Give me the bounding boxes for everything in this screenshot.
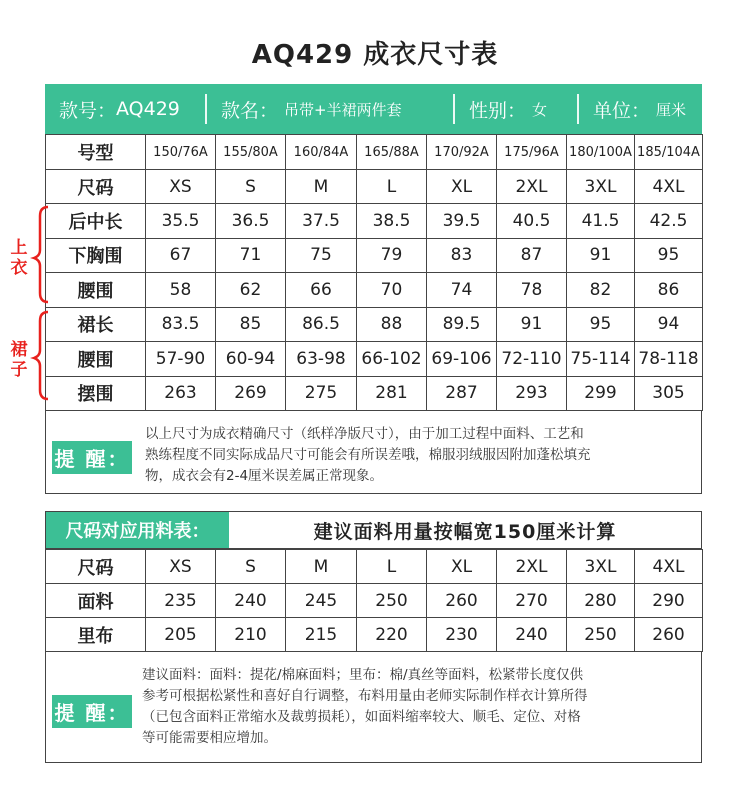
fabric-cell: 245: [286, 584, 357, 618]
reminder-line: 参考可根据松紧性和喜好自行调整，布料用量由老师实际制作样衣计算所得: [142, 688, 588, 704]
fabric-cell: 280: [567, 584, 635, 618]
reminder-text-1: [145, 424, 695, 487]
row-label: 面料: [46, 584, 146, 618]
measurement-cell: 281: [357, 376, 427, 411]
measurement-row: [46, 238, 703, 273]
measurement-cell: 293: [497, 376, 567, 411]
measurement-cell: 69-106: [427, 342, 497, 377]
fabric-row: [46, 618, 703, 652]
reminder-line: 熟练程度不同实际成品尺寸可能会有所误差哦，棉服羽绒服因附加蓬松填充: [145, 447, 591, 463]
measurement-cell: 79: [357, 238, 427, 273]
measurement-cell: 305: [635, 376, 703, 411]
measurement-row: [46, 342, 703, 377]
size-cell: XL: [427, 550, 497, 584]
size-cell: 2XL: [497, 550, 567, 584]
style-name: [207, 84, 453, 134]
size-cell: L: [357, 170, 427, 204]
gender-value: 女: [532, 100, 548, 119]
row-label: 后中长: [46, 204, 146, 239]
fabric-cell: 270: [497, 584, 567, 618]
reminder-line: 建议面料：面料：提花/棉麻面料；里布：棉/真丝等面料，松紧带长度仅供: [142, 667, 584, 683]
measurement-cell: 83.5: [146, 307, 216, 342]
header-divider: [453, 94, 455, 124]
measurement-cell: 35.5: [146, 204, 216, 239]
fabric-cell: 250: [567, 618, 635, 652]
fabric-cell: 250: [357, 584, 427, 618]
type-cell: 150/76A: [146, 135, 216, 170]
type-cell: 165/88A: [357, 135, 427, 170]
measurement-cell: 42.5: [635, 204, 703, 239]
measurement-cell: 58: [146, 273, 216, 308]
row-label: 摆围: [46, 376, 146, 411]
size-row: [46, 170, 703, 204]
fabric-cell: 240: [216, 584, 286, 618]
reminder-badge-2: 提 醒：: [52, 695, 132, 728]
fabric-cell: 210: [216, 618, 286, 652]
measurement-cell: 83: [427, 238, 497, 273]
size-cell: XL: [427, 170, 497, 204]
measurement-cell: 72-110: [497, 342, 567, 377]
reminder-line: 物，成衣会有2-4厘米误差属正常现象。: [145, 468, 384, 484]
size-chart-table: [45, 134, 703, 411]
measurement-cell: 269: [216, 376, 286, 411]
size-cell: 4XL: [635, 550, 703, 584]
measurement-cell: 75-114: [567, 342, 635, 377]
fabric-usage-table: [45, 549, 703, 652]
type-cell: 185/104A: [635, 135, 703, 170]
reminder-text-2: [142, 665, 697, 749]
size-cell: M: [286, 170, 357, 204]
size-cell: 3XL: [567, 550, 635, 584]
measurement-cell: 37.5: [286, 204, 357, 239]
size-cell: S: [216, 550, 286, 584]
measurement-row: [46, 376, 703, 411]
style-number-value: AQ429: [116, 98, 180, 120]
measurement-cell: 60-94: [216, 342, 286, 377]
size-cell: 2XL: [497, 170, 567, 204]
spec-header: [45, 84, 702, 134]
reminder-line: （已包含面料正常缩水及裁剪损耗），如面料缩率较大、顺毛、定位、对格: [142, 709, 581, 725]
measurement-cell: 91: [567, 238, 635, 273]
size-cell: XS: [146, 550, 216, 584]
fabric-cell: 260: [635, 618, 703, 652]
measurement-cell: 299: [567, 376, 635, 411]
measurement-cell: 66: [286, 273, 357, 308]
row-label: 里布: [46, 618, 146, 652]
fabric-cell: 215: [286, 618, 357, 652]
fabric-tag: 尺码对应用料表：: [46, 512, 229, 548]
style-number: [45, 84, 205, 134]
fabric-cell: 240: [497, 618, 567, 652]
size-cell: 4XL: [635, 170, 703, 204]
measurement-cell: 87: [497, 238, 567, 273]
measurement-cell: 78: [497, 273, 567, 308]
measurement-cell: 78-118: [635, 342, 703, 377]
measurement-cell: 91: [497, 307, 567, 342]
fabric-cell: 205: [146, 618, 216, 652]
measurement-cell: 88: [357, 307, 427, 342]
measurement-cell: 85: [216, 307, 286, 342]
measurement-cell: 287: [427, 376, 497, 411]
measurement-cell: 38.5: [357, 204, 427, 239]
size-cell: 3XL: [567, 170, 635, 204]
fabric-cell: 230: [427, 618, 497, 652]
measurement-row: [46, 204, 703, 239]
style-number-label: 款号：: [59, 99, 117, 122]
fabric-cell: 260: [427, 584, 497, 618]
fabric-cell: 220: [357, 618, 427, 652]
type-cell: 160/84A: [286, 135, 357, 170]
top-group-bracket: [34, 207, 48, 302]
header-divider: [205, 94, 207, 124]
size-cell: XS: [146, 170, 216, 204]
fabric-cell: 290: [635, 584, 703, 618]
measurement-cell: 40.5: [497, 204, 567, 239]
measurement-cell: 63-98: [286, 342, 357, 377]
measurement-cell: 86: [635, 273, 703, 308]
type-cell: 170/92A: [427, 135, 497, 170]
gender-label: 性别：: [469, 99, 527, 122]
skirt-group-label: 裙子: [10, 340, 28, 380]
measurement-cell: 74: [427, 273, 497, 308]
measurement-cell: 67: [146, 238, 216, 273]
unit-value: 厘米: [656, 100, 687, 119]
fabric-row: [46, 584, 703, 618]
measurement-cell: 86.5: [286, 307, 357, 342]
measurement-row: [46, 307, 703, 342]
measurement-cell: 95: [635, 238, 703, 273]
measurement-cell: 75: [286, 238, 357, 273]
row-label: 腰围: [46, 273, 146, 308]
measurement-cell: 70: [357, 273, 427, 308]
fabric-size-row: [46, 550, 703, 584]
measurement-cell: 62: [216, 273, 286, 308]
size-cell: S: [216, 170, 286, 204]
type-row: [46, 135, 703, 170]
unit: [579, 84, 699, 134]
unit-label: 单位：: [593, 99, 651, 122]
row-label: 尺码: [46, 550, 146, 584]
top-group-label: 上衣: [10, 238, 28, 278]
size-cell: L: [357, 550, 427, 584]
reminder-badge-1: 提 醒：: [52, 441, 132, 474]
measurement-cell: 89.5: [427, 307, 497, 342]
measurement-cell: 275: [286, 376, 357, 411]
size-cell: M: [286, 550, 357, 584]
measurement-cell: 82: [567, 273, 635, 308]
type-cell: 155/80A: [216, 135, 286, 170]
row-label: 腰围: [46, 342, 146, 377]
row-label: 号型: [46, 135, 146, 170]
type-cell: 175/96A: [497, 135, 567, 170]
measurement-cell: 66-102: [357, 342, 427, 377]
header-divider: [577, 94, 579, 124]
measurement-cell: 57-90: [146, 342, 216, 377]
measurement-cell: 36.5: [216, 204, 286, 239]
style-name-value: 吊带+半裙两件套: [284, 100, 402, 119]
page-title: AQ429 成衣尺寸表: [251, 40, 499, 70]
measurement-row: [46, 273, 703, 308]
measurement-cell: 41.5: [567, 204, 635, 239]
skirt-group-bracket: [34, 312, 48, 399]
reminder-line: 以上尺寸为成衣精确尺寸（纸样净版尺寸），由于加工过程中面料、工艺和: [145, 426, 584, 442]
style-name-label: 款名：: [221, 99, 279, 122]
fabric-cell: 235: [146, 584, 216, 618]
row-label: 裙长: [46, 307, 146, 342]
row-label: 尺码: [46, 170, 146, 204]
measurement-cell: 263: [146, 376, 216, 411]
measurement-cell: 94: [635, 307, 703, 342]
reminder-line: 等可能需要相应增加。: [142, 730, 277, 746]
measurement-cell: 39.5: [427, 204, 497, 239]
gender: [455, 84, 577, 134]
measurement-cell: 71: [216, 238, 286, 273]
fabric-title: 建议面料用量按幅宽150厘米计算: [313, 520, 617, 543]
measurement-cell: 95: [567, 307, 635, 342]
type-cell: 180/100A: [567, 135, 635, 170]
row-label: 下胸围: [46, 238, 146, 273]
fabric-header: [45, 511, 702, 549]
